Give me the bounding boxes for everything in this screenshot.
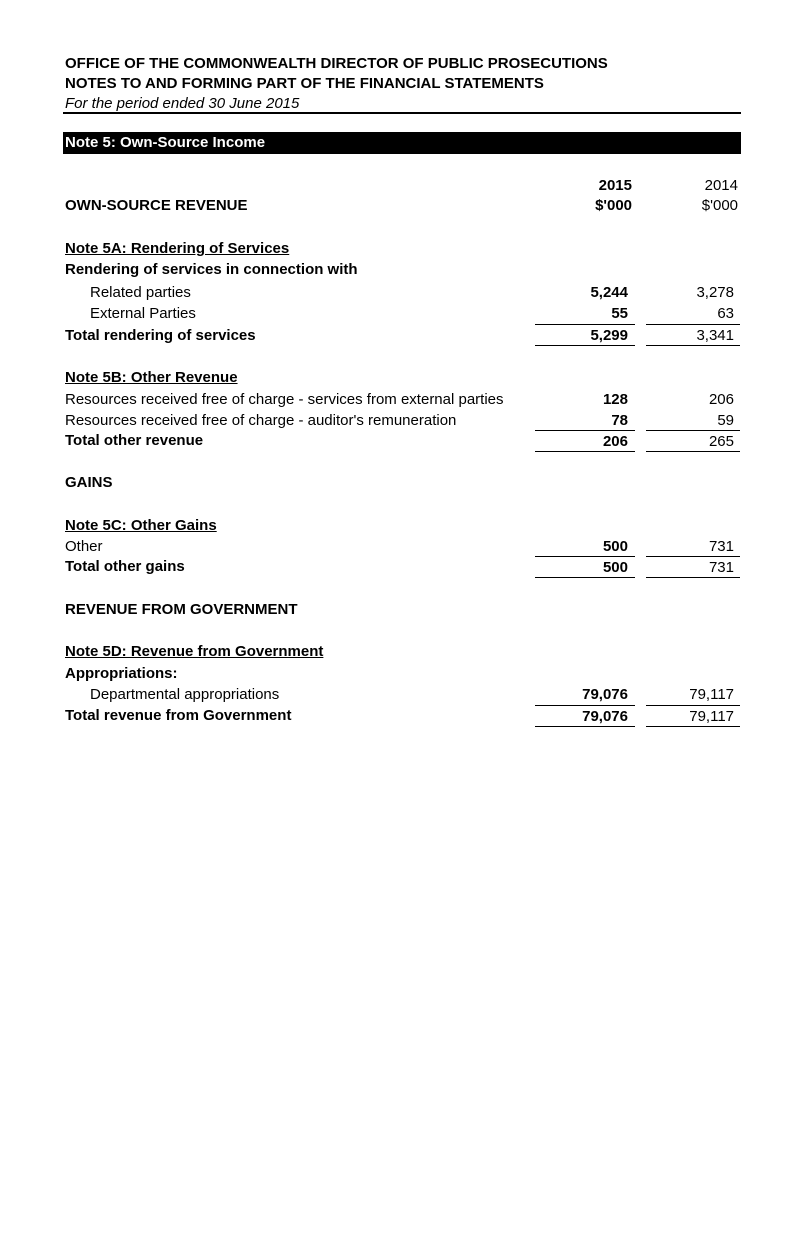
total-2014-other-revenue: 265 [708,433,734,450]
total-2014-other-gains: 731 [708,559,734,576]
value-2015-external-parties: 55 [611,305,628,322]
subtotal-rule-2014 [646,705,740,706]
note-5d-title: Note 5D: Revenue from Government [65,643,324,660]
header-agency-name: OFFICE OF THE COMMONWEALTH DIRECTOR OF PUBLIC PROSECUTIONS [65,55,608,72]
column-unit-2014: $'000 [701,197,738,214]
value-2014-related-parties: 3,278 [696,284,734,301]
header-period: For the period ended 30 June 2015 [65,95,300,112]
total-2015-other-revenue: 206 [602,433,628,450]
column-header-2015: 2015 [598,177,632,194]
note-title-bar: Note 5: Own-Source Income [63,132,741,154]
subtotal-rule-2015 [535,705,635,706]
row-label-external-parties: External Parties [90,305,196,322]
total-rule-2014 [646,345,740,346]
value-2014-departmental-appropriations: 79,117 [689,686,734,703]
note-5c-title: Note 5C: Other Gains [65,517,217,534]
value-2014-other: 731 [708,538,734,555]
subtotal-rule-2014 [646,430,740,431]
section-heading-revenue-from-government: REVENUE FROM GOVERNMENT [65,601,298,618]
value-2015-departmental-appropriations: 79,076 [582,686,628,703]
column-header-2014: 2014 [704,177,738,194]
total-label-other-revenue: Total other revenue [65,432,204,449]
total-label-rendering-services: Total rendering of services [65,327,256,344]
row-label-departmental-appropriations: Departmental appropriations [90,686,280,703]
value-2014-auditor-remuneration: 59 [717,412,734,429]
total-2015-other-gains: 500 [602,559,628,576]
section-heading-gains: GAINS [65,474,113,491]
value-2014-services-external: 206 [708,391,734,408]
total-label-revenue-from-government: Total revenue from Government [65,707,292,724]
note-5d-subtitle: Appropriations: [65,665,178,682]
subtotal-rule-2015 [535,324,635,325]
total-2015-rendering-services: 5,299 [590,327,628,344]
total-2014-rendering-services: 3,341 [696,327,734,344]
row-label-other: Other [65,538,103,555]
total-rule-2014 [646,577,740,578]
subtotal-rule-2014 [646,556,740,557]
row-label-related-parties: Related parties [90,284,191,301]
note-5a-title: Note 5A: Rendering of Services [65,240,290,257]
total-rule-2015 [535,345,635,346]
value-2015-related-parties: 5,244 [590,284,628,301]
section-heading-own-source-revenue: OWN-SOURCE REVENUE [65,197,248,214]
header-divider [63,112,741,114]
row-label-auditor-remuneration: Resources received free of charge - auditor's remuneration [65,412,457,429]
total-2015-revenue-from-government: 79,076 [582,708,628,725]
value-2014-external-parties: 63 [717,305,734,322]
total-rule-2015 [535,451,635,452]
subtotal-rule-2015 [535,430,635,431]
subtotal-rule-2015 [535,556,635,557]
header-statement-title: NOTES TO AND FORMING PART OF THE FINANCIAL STATEMENTS [65,75,544,92]
total-label-other-gains: Total other gains [65,558,185,575]
value-2015-auditor-remuneration: 78 [611,412,628,429]
note-5b-title: Note 5B: Other Revenue [65,369,238,386]
note-5a-subtitle: Rendering of services in connection with [65,261,358,278]
subtotal-rule-2014 [646,324,740,325]
total-rule-2015 [535,726,635,727]
value-2015-services-external: 128 [602,391,628,408]
row-label-services-external: Resources received free of charge - services from external parties [65,391,504,408]
total-2014-revenue-from-government: 79,117 [689,708,734,725]
value-2015-other: 500 [602,538,628,555]
total-rule-2014 [646,726,740,727]
total-rule-2014 [646,451,740,452]
total-rule-2015 [535,577,635,578]
column-unit-2015: $'000 [595,197,632,214]
